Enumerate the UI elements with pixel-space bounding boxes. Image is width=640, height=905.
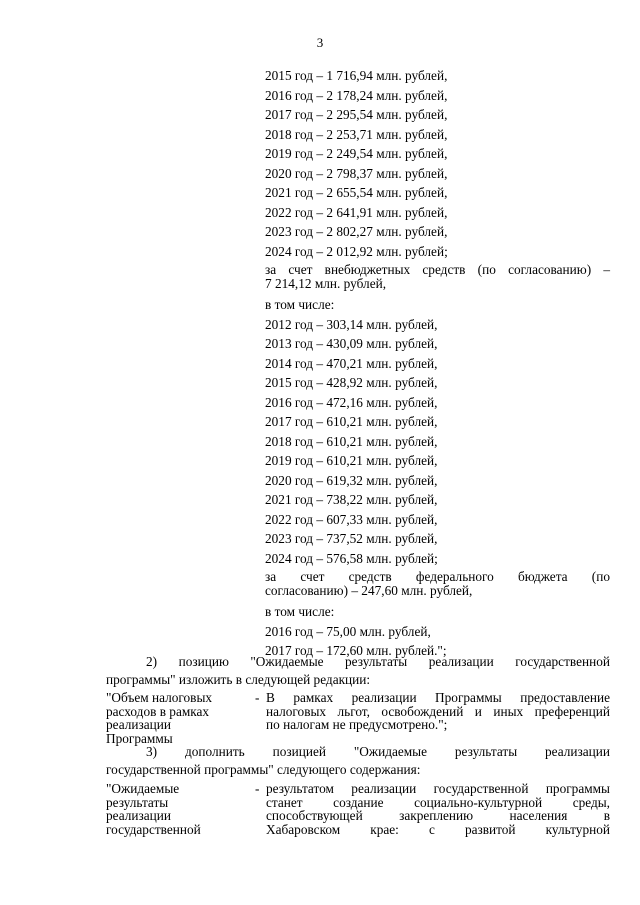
list-item: 2023 год – 737,52 млн. рублей, [265, 531, 438, 546]
item-3-line: 3) дополнить позицией "Ожидаемые результаты реализации [146, 744, 610, 759]
list-item: 2021 год – 738,22 млн. рублей, [265, 492, 438, 507]
tax-row-dash: - [255, 690, 260, 705]
federal-line: согласованию) – 247,60 млн. рублей, [265, 583, 473, 598]
list-item: 2017 год – 610,21 млн. рублей, [265, 414, 438, 429]
item-3-paragraph [106, 743, 610, 779]
item-2-line: 2) позицию "Ожидаемые результаты реализации государственной [146, 654, 610, 669]
tax-expenditure-row [106, 690, 610, 746]
results-row-label: "Ожидаемые результаты реализации государственной [106, 781, 201, 837]
item-3-line: государственной программы" следующего содержания: [106, 762, 421, 777]
federal-paragraph [265, 568, 610, 602]
list-item: 2012 год – 303,14 млн. рублей, [265, 316, 438, 332]
list-item: 2022 год – 607,33 млн. рублей, [265, 511, 438, 527]
including-label: в том числе: [265, 297, 335, 312]
list-item: 2015 год – 428,92 млн. рублей, [265, 375, 438, 390]
item-2-paragraph [106, 653, 610, 689]
list-item: 2021 год – 2 655,54 млн. рублей, [265, 185, 448, 200]
list-item: 2022 год – 2 641,91 млн. рублей, [265, 204, 448, 220]
list-item: 2017 год – 2 295,54 млн. рублей, [265, 107, 448, 122]
list-item: 2019 год – 610,21 млн. рублей, [265, 453, 438, 468]
list-item: 2016 год – 2 178,24 млн. рублей, [265, 87, 448, 103]
funding-list [265, 66, 610, 661]
extrabudget-line: за счет внебюджетных средств (по согласованию) – [265, 262, 610, 277]
results-row-value: результатом реализации государственной программы станет создание социально-культурной среды, способствующей закреплению населения в Хабаровском крае: с развитой культурной [266, 781, 610, 837]
list-item: 2015 год – 1 716,94 млн. рублей, [265, 68, 448, 83]
list-item: 2018 год – 610,21 млн. рублей, [265, 433, 438, 449]
expected-results-row [106, 782, 610, 838]
federal-line: за счет средств федерального бюджета (по [265, 569, 610, 584]
list-item: 2016 год – 75,00 млн. рублей, [265, 623, 431, 639]
list-item: 2024 год – 2 012,92 млн. рублей; [265, 243, 448, 259]
list-item: 2017 год – 172,60 млн. рублей."; [265, 643, 447, 658]
list-item: 2018 год – 2 253,71 млн. рублей, [265, 126, 448, 142]
page-number: 3 [316, 35, 324, 50]
list-item: 2016 год – 472,16 млн. рублей, [265, 394, 438, 410]
list-item: 2014 год – 470,21 млн. рублей, [265, 355, 438, 371]
tax-row-label: "Объем налоговых расходов в рамках реализации Программы [106, 690, 213, 746]
list-item: 2019 год – 2 249,54 млн. рублей, [265, 146, 448, 161]
results-row-dash: - [255, 781, 260, 796]
including-label: в том числе: [265, 604, 335, 619]
list-item: 2023 год – 2 802,27 млн. рублей, [265, 224, 448, 239]
extrabudget-paragraph [265, 261, 610, 295]
tax-row-value: В рамках реализации Программы предоставление налоговых льгот, освобождений и иных преференций по налогам не предусмотрено."; [266, 690, 610, 732]
item-2-line: программы" изложить в следующей редакции: [106, 672, 371, 687]
list-item: 2020 год – 619,32 млн. рублей, [265, 472, 438, 488]
list-item: 2024 год – 576,58 млн. рублей; [265, 550, 438, 566]
list-item: 2013 год – 430,09 млн. рублей, [265, 336, 438, 351]
list-item: 2020 год – 2 798,37 млн. рублей, [265, 165, 448, 181]
extrabudget-line: 7 214,12 млн. рублей, [265, 276, 387, 291]
